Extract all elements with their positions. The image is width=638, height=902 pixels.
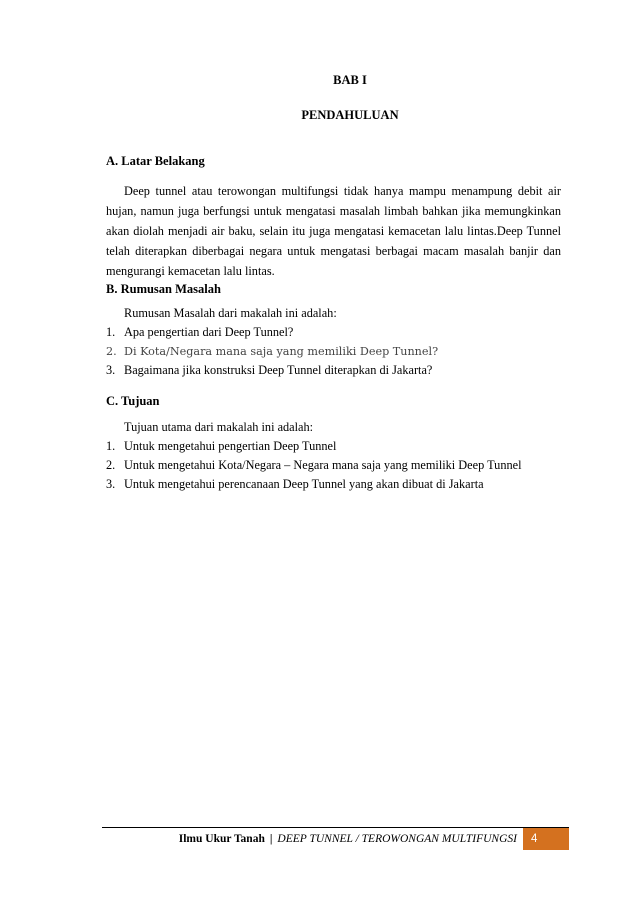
list-item-number: 2. xyxy=(106,458,116,472)
list-item xyxy=(106,342,576,361)
list-item xyxy=(106,437,576,456)
section-b-list xyxy=(106,304,576,380)
list-item-number: 1. xyxy=(106,325,116,339)
footer-subtitle: DEEP TUNNEL / TEROWONGAN MULTIFUNGSI xyxy=(277,833,517,845)
list-item-text: Untuk mengetahui pengertian Deep Tunnel xyxy=(124,439,337,453)
list-item-text: Apa pengertian dari Deep Tunnel? xyxy=(124,325,294,339)
page-footer xyxy=(102,828,569,850)
section-a-paragraph-text: Deep tunnel atau terowongan multifungsi tidak hanya mampu menampung debit air hujan, namun juga berfungsi untuk mengatasi masalah limbah bahkan jika memungkinkan akan diolah menjadi air baku, selain itu juga mengatasi kemacetan lalu lintas.Deep Tunnel telah diterapkan diberbagai negara untuk mengatasi berbagai macam masalah banjir dan mengurangi kemacetan lalu lintas. xyxy=(106,184,561,278)
list-item xyxy=(106,456,576,475)
section-b-heading: B. Rumusan Masalah xyxy=(106,282,221,296)
list-item-text: Bagaimana jika konstruksi Deep Tunnel diterapkan di Jakarta? xyxy=(124,363,433,377)
list-item xyxy=(106,323,576,342)
list-item xyxy=(106,475,576,494)
list-item-text: Di Kota/Negara mana saja yang memiliki Deep Tunnel? xyxy=(124,345,439,358)
list-item-number: 3. xyxy=(106,363,116,377)
list-item-number: 2. xyxy=(106,345,117,358)
list-item-number: 1. xyxy=(106,439,116,453)
section-a-heading: A. Latar Belakang xyxy=(106,154,205,168)
list-item-text: Untuk mengetahui perencanaan Deep Tunnel yang akan dibuat di Jakarta xyxy=(124,477,484,491)
list-item-text: Untuk mengetahui Kota/Negara – Negara mana saja yang memiliki Deep Tunnel xyxy=(124,458,522,472)
section-a-paragraph xyxy=(106,181,561,281)
chapter-label: BAB I xyxy=(333,73,367,87)
section-b-intro: Rumusan Masalah dari makalah ini adalah: xyxy=(124,306,337,320)
page-number: 4 xyxy=(523,828,569,850)
list-item-number: 3. xyxy=(106,477,116,491)
footer-separator: | xyxy=(269,833,273,845)
list-item xyxy=(106,361,576,380)
chapter-title: PENDAHULUAN xyxy=(301,108,399,122)
footer-title: Ilmu Ukur Tanah xyxy=(178,833,265,845)
section-c-list xyxy=(106,418,576,494)
section-c-heading: C. Tujuan xyxy=(106,394,160,408)
section-c-intro: Tujuan utama dari makalah ini adalah: xyxy=(124,420,314,434)
